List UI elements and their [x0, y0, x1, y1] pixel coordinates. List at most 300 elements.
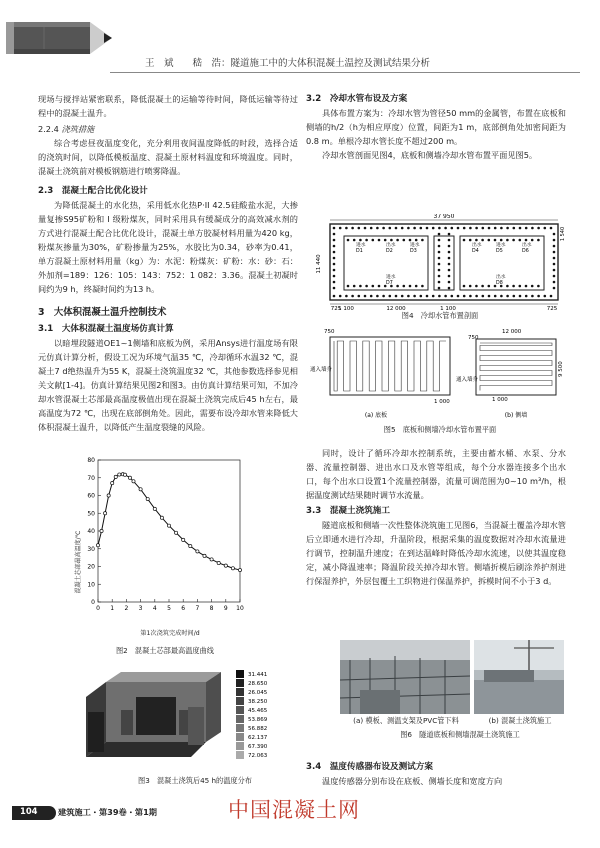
pipe-point [457, 227, 460, 230]
pipe-outlet-label: 出水 [386, 243, 396, 248]
section-heading-3-1: 3.1 大体积混凝土温度场仿真计算 [38, 324, 174, 334]
pipe-point [333, 227, 336, 230]
y-tick-label: 10 [87, 581, 95, 589]
figure-4-caption: 图4 冷却水管布置剖面 [401, 311, 479, 320]
data-point [224, 564, 227, 567]
pipe-point [488, 239, 491, 242]
legend-swatch [236, 706, 244, 714]
pipe-point [359, 285, 362, 288]
paragraph: 具体布置方案为：冷却水管为管径50 mm的金属管，布置在底板和侧墙的h/2（h为相应厚度）位置，间距为1 m，底部倒角处加密间距为0.8 m。单根冷却水管长度不超过200 m。 [306, 108, 566, 146]
dim-top: 37 950 [433, 214, 455, 220]
figure-5-caption: 图5 底板和侧墙冷却水管布置平面 [383, 425, 497, 434]
legend-value: 53.869 [248, 717, 268, 723]
pipe-point [396, 285, 399, 288]
pipe-point [463, 295, 466, 298]
pipe-point [448, 233, 451, 236]
pipe-point [438, 275, 441, 278]
pipe-code-label: D2 [386, 249, 393, 254]
pipe-point [426, 295, 429, 298]
pipe-point [401, 295, 404, 298]
dim-right: 1 540 [560, 226, 566, 242]
legend-swatch [236, 751, 244, 759]
pipe-point [448, 239, 451, 242]
subfigure-b-label: (b) 侧墙 [504, 412, 528, 419]
figure-4-cross-section [308, 214, 570, 310]
pipe-point [420, 295, 423, 298]
figure-5-plan [306, 325, 570, 423]
pipe-point [550, 295, 553, 298]
pipe-point [333, 245, 336, 248]
pipe-point [409, 285, 412, 288]
legend-swatch [236, 742, 244, 750]
legend-value: 28.650 [248, 681, 268, 687]
right-column-middle [306, 446, 566, 588]
pipe-point [339, 227, 342, 230]
figure-3-caption: 图3 混凝土浇筑后45 h的温度分布 [138, 776, 252, 785]
x-tick-label: 8 [209, 605, 214, 612]
dim-bottom: 725 [330, 306, 342, 310]
pipe-point [550, 227, 553, 230]
pipe-point [420, 227, 423, 230]
pipe-point [448, 257, 451, 260]
plan-b-right-dim: 9 500 [558, 361, 564, 377]
x-axis-label: 第1次浇筑完成时间/d [140, 630, 200, 637]
pipe-point [345, 227, 348, 230]
pipe-point [488, 227, 491, 230]
pipe-code-label: D5 [496, 249, 503, 254]
x-tick-label: 7 [195, 605, 200, 612]
x-tick-label: 2 [124, 605, 129, 612]
pipe-point [333, 263, 336, 266]
pipe-point [432, 227, 435, 230]
pipe-point [531, 295, 534, 298]
model-3d-shape [86, 672, 221, 757]
pipe-point [513, 227, 516, 230]
dimension-bottom [330, 304, 558, 310]
pipe-point [382, 295, 385, 298]
figure-6-photo-b [474, 640, 564, 714]
pipe-point [333, 257, 336, 260]
pipe-point [364, 227, 367, 230]
pipe-point [370, 227, 373, 230]
paragraph: 同时，设计了循环冷却水控制系统，主要由蓄水桶、水泵、分水器、流量控制器、进出水口及水管等组成，每个分水器连接多个出水口，每个出水口设置1个流量控制器，流量可调范围为0~10 m³/h，根据温度测试结果随时调节水流量。 [306, 448, 566, 500]
pipe-point [333, 233, 336, 236]
y-tick-label: 70 [87, 474, 95, 482]
x-tick-label: 0 [96, 605, 100, 612]
pipe-serpentine-a [334, 341, 446, 391]
series-line [98, 474, 240, 570]
pipe-point [358, 227, 361, 230]
right-column-top [306, 92, 566, 162]
plot-frame [98, 460, 240, 602]
pipe-point [358, 295, 361, 298]
pipe-point [333, 251, 336, 254]
section-heading-2-3: 2.3 混凝土配合比优化设计 [38, 186, 148, 196]
pipe-point [333, 275, 336, 278]
right-column-bottom [306, 760, 566, 788]
plan-b-inlet: 通入墙身 [456, 377, 479, 383]
pipe-code-label: D6 [522, 249, 529, 254]
pipe-point [475, 295, 478, 298]
pipe-point [506, 285, 509, 288]
pipe-point [438, 287, 441, 290]
data-point [167, 524, 170, 527]
dim-bottom: 725 [546, 306, 558, 310]
data-point [100, 529, 103, 532]
pipe-point [382, 227, 385, 230]
data-point [111, 481, 114, 484]
pipe-point [531, 227, 534, 230]
x-tick-label: 5 [167, 605, 171, 612]
pipe-point [333, 287, 336, 290]
figure-3-temperature-model [76, 662, 281, 774]
pipe-labels [356, 241, 532, 286]
pipe-point [415, 239, 418, 242]
dim-bottom: 1 100 [440, 306, 456, 310]
pipe-outlet-label: 出水 [496, 275, 506, 280]
pipe-point [333, 239, 336, 242]
legend-swatch [236, 715, 244, 723]
pipe-point [531, 239, 534, 242]
pipe-point [469, 295, 472, 298]
pipe-point [512, 285, 515, 288]
legend-value: 38.250 [248, 699, 268, 705]
pipe-inlet-label: 进水 [386, 275, 396, 280]
pipe-point [519, 285, 522, 288]
pipe-point [378, 285, 381, 288]
pipe-point [372, 239, 375, 242]
pipe-point [531, 285, 534, 288]
paragraph: 为降低混凝土的水化热，采用低水化热P·II 42.5硅酸盐水泥，大掺量复掺S95矿粉和 I 级粉煤灰，同时采用具有缓凝成分的高效减水剂的方式进行混凝土配合比优化设计，混凝土单方胶凝材料用量为420 kg，粉煤灰掺量为30%，矿粉掺量为25%，水胶比为0.34，砂率为0.41，单方混凝土原材料用量（kg）为：水泥：粉煤灰：矿粉：水：砂：石：外加剂=189：126：105：143：752：1 082：3.36。混凝土初凝时间约为9 h，终凝时间约为13 h。 [38, 200, 298, 294]
pipe-point [553, 263, 556, 266]
pipe-point [519, 227, 522, 230]
x-tick-label: 4 [152, 605, 157, 612]
pipe-point [376, 295, 379, 298]
data-point [123, 473, 126, 476]
pipe-point [553, 275, 556, 278]
pipe-point [553, 245, 556, 248]
pipe-point [438, 251, 441, 254]
pipe-point [525, 239, 528, 242]
data-point [96, 544, 99, 547]
y-axis-label: 混凝土芯部最高温度/℃ [75, 530, 82, 594]
y-tick-label: 30 [87, 545, 95, 553]
legend-swatch [236, 670, 244, 678]
legend-value: 67.390 [248, 744, 268, 750]
pipe-point [444, 295, 447, 298]
pipe-point [407, 227, 410, 230]
data-point [118, 473, 121, 476]
pipe-point [500, 239, 503, 242]
dim-bottom: 12 000 [386, 306, 406, 310]
pipe-point [525, 295, 528, 298]
pipe-point [553, 269, 556, 272]
pipe-point [333, 269, 336, 272]
pipe-point [457, 295, 460, 298]
pipe-point [448, 251, 451, 254]
pipe-point [365, 239, 368, 242]
pipe-outlet-label: 出水 [522, 243, 532, 248]
data-point [146, 497, 149, 500]
pipe-point [407, 295, 410, 298]
dim-left: 11 440 [316, 254, 322, 274]
left-column [38, 92, 298, 434]
running-header: 王 斌 嵇 浩：隧道施工中的大体积混凝土温控及测试结果分析 [145, 58, 431, 69]
x-tick-label: 10 [236, 605, 244, 612]
pipe-point [506, 239, 509, 242]
dim-bottom: 1 100 [338, 306, 354, 310]
plan-b-dim: 750 [468, 335, 479, 341]
pipe-point [389, 227, 392, 230]
data-point [107, 494, 110, 497]
figure-2-caption: 图2 混凝土芯部最高温度曲线 [115, 646, 214, 655]
data-point [182, 538, 185, 541]
pipe-point [444, 227, 447, 230]
legend-value: 45.465 [248, 708, 268, 714]
pipe-code-label: D4 [472, 249, 479, 254]
pipe-point [378, 239, 381, 242]
pipe-point [451, 227, 454, 230]
pipe-point [438, 227, 441, 230]
pipe-point [463, 239, 466, 242]
pipe-inlet-label: 进水 [410, 243, 420, 248]
pipe-point [359, 239, 362, 242]
pipe-point [438, 269, 441, 272]
pipe-point [500, 295, 503, 298]
pipe-point [345, 295, 348, 298]
data-point [139, 488, 142, 491]
paragraph: 现场与搅拌站紧密联系，降低混凝土的运输等待时间，降低运输等待过程中的混凝土温升。 [38, 94, 298, 118]
pipe-point [525, 285, 528, 288]
page-number: 104 [20, 806, 38, 816]
pipe-point [481, 239, 484, 242]
pipe-point [494, 227, 497, 230]
plan-a-bottom-dim: 1 000 [434, 399, 450, 405]
pipe-point [482, 227, 485, 230]
pipe-point [353, 239, 356, 242]
y-tick-label: 0 [91, 599, 95, 606]
y-tick-label: 40 [87, 528, 95, 535]
pipe-point [553, 281, 556, 284]
pipe-point [438, 239, 441, 242]
dimension-top [330, 214, 558, 220]
pipe-point [463, 227, 466, 230]
pipe-point [481, 285, 484, 288]
pipe-point [475, 239, 478, 242]
plan-a-top-dim: 750 [324, 329, 335, 335]
pipe-point [347, 239, 350, 242]
legend-value: 72.063 [248, 753, 268, 759]
data-point [203, 554, 206, 557]
pipe-point [506, 295, 509, 298]
pipe-point [432, 295, 435, 298]
figure-6a-label: (a) 模板、测温支架及PVC管下料 [353, 716, 459, 725]
pipe-point [351, 227, 354, 230]
pipe-point [553, 239, 556, 242]
section-heading-3-4: 3.4 温度传感器布设及测试方案 [306, 762, 433, 772]
y-tick-label: 80 [87, 457, 95, 464]
pipe-point [351, 295, 354, 298]
pipe-point [463, 285, 466, 288]
watermark: 中国混凝土网 [228, 798, 360, 822]
legend-value: 62.137 [248, 735, 268, 741]
section-outline [330, 224, 558, 300]
pipe-point [544, 295, 547, 298]
data-point [153, 507, 156, 510]
pipe-point [537, 295, 540, 298]
plan-a-floor [310, 329, 450, 405]
legend-swatch [236, 733, 244, 741]
header-pencil-graphic [4, 4, 114, 72]
data-point [132, 480, 135, 483]
legend-swatch [236, 724, 244, 732]
pipe-point [513, 295, 516, 298]
paragraph: 温度传感器分别布设在底板、侧墙长度和宽度方向 [322, 776, 503, 786]
pipe-point [421, 285, 424, 288]
pipe-point [347, 285, 350, 288]
header-rule [110, 72, 580, 73]
pipe-point [482, 295, 485, 298]
pipe-point [519, 239, 522, 242]
data-point [189, 544, 192, 547]
plan-a-inlet: 通入墙身 [310, 367, 333, 373]
pipe-point [403, 239, 406, 242]
pipe-serpentine-b [480, 343, 552, 391]
pipe-point [448, 263, 451, 266]
subfigure-a-label: (a) 底板 [364, 412, 388, 419]
pipe-point [475, 227, 478, 230]
data-point [238, 568, 241, 571]
pipe-point [448, 287, 451, 290]
figure-2-chart [70, 452, 250, 640]
chart-series [96, 473, 241, 572]
pipe-point [372, 285, 375, 288]
pipe-point [401, 227, 404, 230]
pipe-point [333, 295, 336, 298]
pipe-point [451, 295, 454, 298]
data-point [196, 550, 199, 553]
pipe-code-label: D1 [356, 249, 363, 254]
pipe-point [469, 239, 472, 242]
pipe-outlet-label: 出水 [472, 243, 482, 248]
pipe-point [537, 239, 540, 242]
x-tick-label: 3 [138, 605, 143, 612]
plan-b-top-dim: 12 000 [502, 329, 522, 335]
pipe-point [370, 295, 373, 298]
pipe-point [448, 275, 451, 278]
pipe-point [494, 239, 497, 242]
pipe-point [339, 295, 342, 298]
pipe-point [403, 285, 406, 288]
pipe-point [553, 251, 556, 254]
pipe-point [395, 227, 398, 230]
pipe-point [448, 269, 451, 272]
figure-6-photo-a [340, 640, 470, 714]
pipe-point [537, 285, 540, 288]
pipe-point [353, 285, 356, 288]
pipe-point [376, 227, 379, 230]
pipe-point [488, 285, 491, 288]
pipe-points [333, 227, 556, 298]
data-point [114, 475, 117, 478]
pipe-point [333, 281, 336, 284]
section-heading-3-2: 3.2 冷却水管布设及方案 [306, 94, 408, 104]
pipe-code-label: D3 [410, 249, 417, 254]
pipe-point [553, 257, 556, 260]
y-tick-label: 20 [87, 563, 95, 571]
pipe-point [390, 239, 393, 242]
pipe-point [415, 285, 418, 288]
pipe-point [553, 287, 556, 290]
journal-name: 建筑施工・第39卷・第1期 [58, 807, 157, 817]
pipe-point [506, 227, 509, 230]
pipe-point [500, 227, 503, 230]
pipe-point [364, 295, 367, 298]
paragraph: 冷却水管剖面见图4，底板和侧墙冷却水管布置平面见图5。 [322, 150, 538, 160]
pipe-point [537, 227, 540, 230]
pipe-point [438, 263, 441, 266]
pipe-point [553, 233, 556, 236]
pipe-point [475, 285, 478, 288]
legend-swatch [236, 679, 244, 687]
legend-swatch [236, 688, 244, 696]
plan-b-bottom-dim: 1 000 [492, 397, 508, 403]
pipe-inlet-label: 进水 [356, 243, 366, 248]
pipe-point [396, 239, 399, 242]
pipe-point [438, 257, 441, 260]
pipe-point [426, 227, 429, 230]
x-tick-label: 9 [223, 605, 228, 612]
pipe-point [384, 239, 387, 242]
pipe-point [438, 295, 441, 298]
paragraph: 以暗埋段隧道OE1~1侧墙和底板为例，采用Ansys进行温度场有限元仿真计算分析，假设工况为环境气温35 ℃，冷却循环水温32 ℃，混凝土7 d绝热温升为55 K，混凝土浇筑温度32 ℃，其他参数选择参见相关文献[1-4]。仿真计算结果见图2和图3。由仿真计算结果可知，不加冷却水管混凝土芯部最高温度极值出现在混凝土浇筑完成后45 h左右，最高温度为72 ℃，出现在底部倒角处。因此，需要布设冷却水管来降低大体积混凝土温升，以降低产生温度裂缝的风险。 [38, 338, 298, 432]
pipe-point [395, 295, 398, 298]
pipe-point [469, 227, 472, 230]
pipe-point [448, 245, 451, 248]
legend-swatch [236, 697, 244, 705]
pipe-point [413, 227, 416, 230]
data-point [104, 512, 107, 515]
section-number: 2.2.4 [38, 124, 59, 134]
pipe-point [438, 233, 441, 236]
data-point [175, 531, 178, 534]
section-heading-2-2-4 [38, 122, 298, 136]
pipe-point [389, 295, 392, 298]
pipe-point [519, 295, 522, 298]
x-tick-label: 1 [110, 605, 115, 612]
plan-b-wall [456, 329, 564, 403]
pencil-icon [6, 22, 112, 54]
pipe-point [488, 295, 491, 298]
pipe-point [525, 227, 528, 230]
y-tick-label: 50 [87, 510, 95, 518]
data-point [210, 558, 213, 561]
data-point [217, 561, 220, 564]
legend-value: 26.045 [248, 690, 268, 696]
pipe-code-label: D7 [386, 281, 393, 286]
legend-value: 56.882 [248, 726, 268, 732]
pipe-point [494, 295, 497, 298]
pipe-point [421, 239, 424, 242]
data-point [160, 516, 163, 519]
pipe-point [413, 295, 416, 298]
pipe-point [365, 285, 368, 288]
data-point [128, 476, 131, 479]
figure-6b-label: (b) 混凝土浇筑施工 [488, 716, 552, 725]
section-heading-3-3: 3.3 混凝土浇筑施工 [306, 506, 390, 516]
y-tick-label: 60 [87, 492, 95, 500]
pipe-point [438, 281, 441, 284]
